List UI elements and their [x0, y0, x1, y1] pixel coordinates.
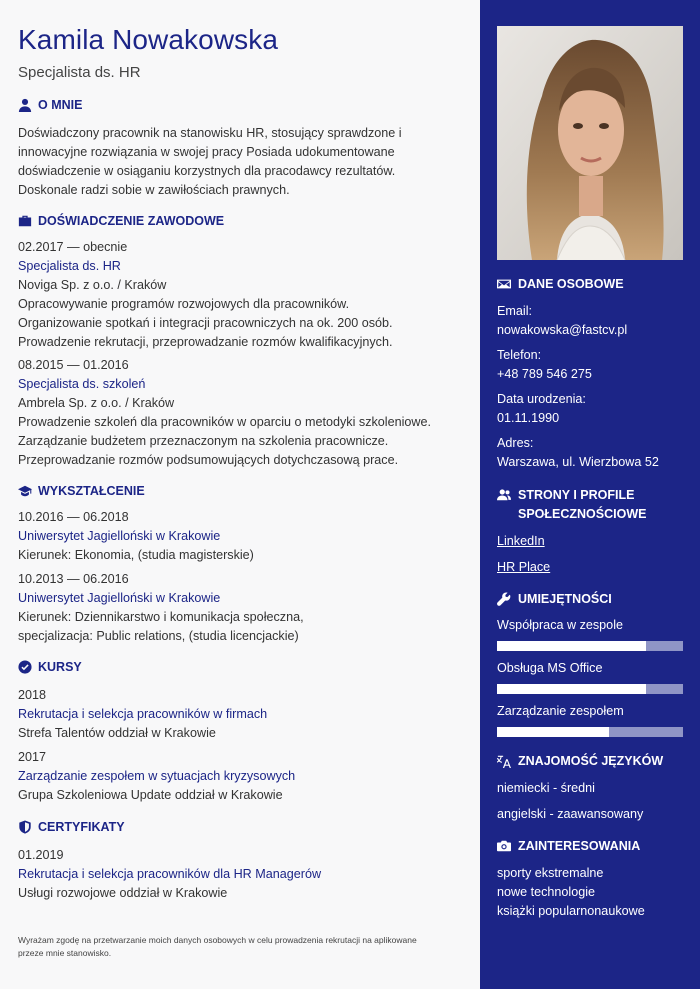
- personal-email: Email: nowakowska@fastcv.pl: [497, 304, 628, 337]
- experience-item: 02.2017 — obecnie Specjalista ds. HR Noviga Sp. z o.o. / Kraków Opracowywanie programów rozwojowych dla pracowników. Organizowanie spotkań i integracji pracowniczych na ok. 200 osób. Prowadzenie rekrutacji, przeprowadzanie rozmów kwalifikacyjnych.: [18, 238, 463, 352]
- section-personal-heading: [497, 275, 624, 294]
- social-link-linkedin[interactable]: LinkedIn: [497, 534, 545, 548]
- briefcase-icon: [18, 214, 32, 228]
- section-courses-heading: [18, 660, 82, 674]
- course-org: Strefa Talentów oddział w Krakowie: [18, 726, 216, 740]
- certificate-org: Usługi rozwojowe oddział w Krakowie: [18, 886, 228, 900]
- experience-position: Specjalista ds. HR: [18, 259, 121, 273]
- section-skills-heading: [497, 590, 612, 609]
- course-year: 2017: [18, 750, 47, 764]
- section-label: ZNAJOMOŚĆ JĘZYKÓW: [518, 754, 664, 768]
- language-item: angielski - zaawansowany: [497, 807, 644, 821]
- section-experience-heading: [18, 214, 224, 228]
- section-label: UMIEJĘTNOŚCI: [518, 592, 612, 606]
- personal-phone: Telefon: +48 789 546 275: [497, 348, 592, 381]
- course-year: 2018: [18, 688, 47, 702]
- skill-bar-fill: [497, 727, 609, 737]
- interest-item: książki popularnonaukowe: [497, 904, 645, 918]
- interest-item: nowe technologie: [497, 885, 596, 899]
- section-label: CERTYFIKATY: [38, 820, 125, 834]
- skill-name: Obsługa MS Office: [497, 661, 603, 675]
- sidebar: [480, 0, 700, 989]
- job-title: Specjalista ds. HR: [18, 64, 141, 81]
- language-item: niemiecki - średni: [497, 781, 595, 795]
- section-social-heading: STRONY I PROFILE SPOŁECZNOŚCIOWE: [497, 486, 646, 524]
- course-item: [18, 748, 463, 805]
- social-link-hrplace[interactable]: HR Place: [497, 560, 551, 574]
- section-education-heading: [18, 484, 145, 498]
- course-org: Grupa Szkoleniowa Update oddział w Krakowie: [18, 788, 283, 802]
- certificate-name: Rekrutacja i selekcja pracowników dla HR Managerów: [18, 867, 322, 881]
- education-dates: 10.2016 — 06.2018: [18, 510, 129, 524]
- education-item: 10.2016 — 06.2018 Uniwersytet Jagielloński w Krakowie Kierunek: Ekonomia, (studia magisterskie): [18, 508, 463, 565]
- certificate-item: [18, 846, 463, 903]
- section-label: WYKSZTAŁCENIE: [38, 484, 145, 498]
- course-name: Rekrutacja i selekcja pracowników w firmach: [18, 707, 268, 721]
- section-label: ZAINTERESOWANIA: [518, 839, 641, 853]
- education-item: 10.2013 — 06.2016 Uniwersytet Jagielloński w Krakowie Kierunek: Dziennikarstwo i komunikacja społeczna, specjalizacja: Public relations, (studia licencjackie): [18, 570, 463, 646]
- about-text: Doświadczony pracownik na stanowisku HR, stosujący sprawdzone i innowacyjne rozwiązania w swojej pracy Posiada udokumentowane doświadczenie w osiąganiu korzystnych dla pracodawcy rezultatów. Doskonale radzi sobie w zawiłościach prawnych.: [18, 126, 402, 197]
- section-about-heading: [18, 98, 82, 112]
- section-label: KURSY: [38, 660, 82, 674]
- experience-company: Ambrela Sp. z o.o. / Kraków: [18, 396, 175, 410]
- skill-bar: [497, 727, 683, 737]
- experience-dates: 08.2015 — 01.2016: [18, 358, 129, 372]
- education-school: Uniwersytet Jagielloński w Krakowie: [18, 529, 221, 543]
- envelope-icon: [497, 277, 511, 291]
- profile-photo: [497, 26, 683, 260]
- skill-bar: [497, 684, 683, 694]
- person-name: Kamila Nowakowska: [18, 24, 279, 55]
- interests-list: [497, 864, 683, 921]
- certificate-date: 01.2019: [18, 848, 64, 862]
- translate-icon: [497, 754, 511, 768]
- personal-dob: Data urodzenia: 01.11.1990: [497, 392, 586, 425]
- section-label: O MNIE: [38, 98, 83, 112]
- skill-name: Współpraca w zespole: [497, 618, 623, 632]
- section-label: DOŚWIADCZENIE ZAWODOWE: [38, 214, 225, 228]
- section-languages-heading: [497, 752, 663, 771]
- wrench-icon: [497, 592, 511, 606]
- skill-bar-fill: [497, 641, 646, 651]
- profile-photo-image: [497, 26, 683, 260]
- section-interests-heading: [497, 837, 640, 856]
- education-dates: 10.2013 — 06.2016: [18, 572, 129, 586]
- experience-position: Specjalista ds. szkoleń: [18, 377, 146, 391]
- interest-item: sporty ekstremalne: [497, 866, 604, 880]
- gdpr-consent: Wyrażam zgodę na przetwarzanie moich danych osobowych w celu prowadzenia rekrutacji na aplikowane przeze mnie stanowisko.: [18, 935, 417, 958]
- skill-name: Zarządzanie zespołem: [497, 704, 624, 718]
- shield-icon: [18, 820, 32, 834]
- users-icon: [497, 488, 511, 502]
- badge-check-icon: [18, 660, 32, 674]
- section-label: DANE OSOBOWE: [518, 277, 624, 291]
- experience-item: 08.2015 — 01.2016 Specjalista ds. szkoleń Ambrela Sp. z o.o. / Kraków Prowadzenie szkoleń dla pracowników w oparciu o metodyki szkoleniowe. Zarządzanie budżetem przeznaczonym na szkolenia pracownicze. Przeprowadzanie rozmów podsumowujących dotychczasową prace.: [18, 356, 463, 470]
- user-icon: [18, 98, 32, 112]
- skill-bar-fill: [497, 684, 646, 694]
- section-certificates-heading: [18, 820, 125, 834]
- skill-bar: [497, 641, 683, 651]
- camera-icon: [497, 839, 511, 853]
- personal-address: Adres: Warszawa, ul. Wierzbowa 52: [497, 436, 659, 469]
- graduation-cap-icon: [18, 484, 32, 498]
- experience-dates: 02.2017 — obecnie: [18, 240, 128, 254]
- experience-company: Noviga Sp. z o.o. / Kraków: [18, 278, 167, 292]
- education-school: Uniwersytet Jagielloński w Krakowie: [18, 591, 221, 605]
- course-name: Zarządzanie zespołem w sytuacjach kryzysowych: [18, 769, 296, 783]
- course-item: [18, 686, 463, 743]
